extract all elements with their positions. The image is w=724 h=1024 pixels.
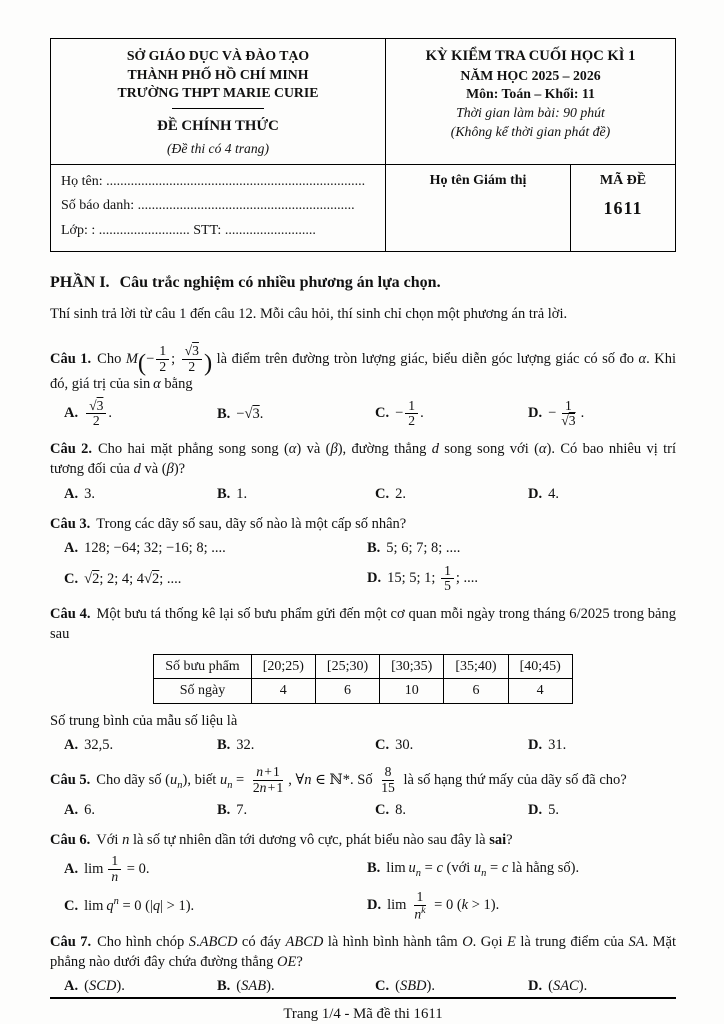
student-name-dots: ..........................................................................	[106, 173, 366, 189]
student-id-line	[61, 196, 377, 216]
question-4	[50, 604, 676, 755]
table-value-cell: 6	[444, 679, 508, 704]
question-3-option-b: B. 5; 6; 7; 8; ....	[367, 540, 461, 557]
table-row-label: Số ngày	[154, 679, 251, 704]
table-header-cell: [30;35)	[380, 654, 444, 679]
question-7	[50, 932, 676, 997]
table-value-cell: 4	[251, 679, 315, 704]
duration-note: (Không kể thời gian phát đề)	[450, 123, 611, 139]
table-header-cell: Số bưu phẩm	[154, 654, 251, 679]
question-4-followup: Số trung bình của mẫu số liệu là	[50, 712, 238, 729]
question-4-label: Câu 4.	[50, 606, 91, 623]
question-3-option-a: A. 128; −64; 32; −16; 8; ....	[64, 540, 226, 557]
table-header-cell: [40;45)	[508, 654, 572, 679]
question-5-option-c: C. 8.	[375, 801, 406, 818]
frequency-table	[153, 654, 573, 704]
table-header-cell: [35;40)	[444, 654, 508, 679]
question-1-label: Câu 1.	[50, 350, 92, 367]
question-4-text: Câu 4. Một bưu tá thống kê lại số bưu phẩm gửi đến một cơ quan mỗi ngày trong tháng 6/2025 trong bảng sau	[50, 606, 676, 643]
question-7-option-c: C. (SBD).	[375, 978, 436, 995]
official-exam-label: ĐỀ CHÍNH THỨC	[157, 117, 279, 134]
student-info-block	[51, 165, 386, 252]
part1-instruction: Thí sinh trả lời từ câu 1 đến câu 12. Mỗi câu hỏi, thí sinh chỉ chọn một phương án trả lời.	[50, 305, 568, 322]
question-2-label: Câu 2.	[50, 441, 93, 458]
question-6-text: Câu 6. Với n là số tự nhiên dần tới dương vô cực, phát biểu nào sau đây là sai?	[50, 832, 513, 849]
table-header-cell: [20;25)	[251, 654, 315, 679]
question-6-option-b: B. $\lim u_n = c$ (với $u_n = c$ là hằng số).	[367, 859, 580, 879]
issuer-school: TRƯỜNG THPT MARIE CURIE	[117, 85, 319, 101]
question-7-option-d: D. (SAC).	[528, 978, 588, 995]
student-id-label: Số báo danh:	[61, 198, 135, 214]
question-2-option-b: B. 1.	[217, 485, 248, 502]
stt-dots: ..........................	[224, 222, 316, 238]
page-count-note: (Đề thi có 4 trang)	[167, 140, 269, 156]
question-6-options	[50, 854, 676, 921]
part1-title-text: Câu trắc nghiệm có nhiều phương án lựa chọn.	[119, 274, 441, 292]
table-value-cell: 4	[508, 679, 572, 704]
exam-title-block	[386, 39, 675, 164]
question-5-option-a: A. 6.	[64, 801, 95, 818]
question-3	[50, 514, 676, 594]
header-top-row	[51, 39, 675, 164]
issuer-block	[51, 39, 386, 164]
subject-grade: Môn: Toán – Khối: 11	[466, 86, 595, 102]
question-6-option-c: C. $\lim q^n = 0$ (|q| > 1).	[64, 896, 195, 915]
question-1-text: Câu 1. Cho M(− $\frac{1}{2}$ ; $\frac{√3}{2}$ ) là điểm trên đường tròn lượng giác, biểu diễn góc lượng giác có số đo α. Khi đó, giá trị của sin α bằng	[50, 343, 676, 393]
question-2-option-c: C. 2.	[375, 485, 406, 502]
student-name-line	[61, 172, 377, 192]
part1-title	[50, 272, 676, 294]
issuer-dept: SỞ GIÁO DỤC VÀ ĐÀO TẠO	[126, 48, 310, 63]
question-1-option-a: A. $\frac{√3}{2}$ .	[64, 397, 113, 429]
question-5-label: Câu 5.	[50, 771, 91, 788]
question-5-option-b: B. 7.	[217, 801, 248, 818]
exam-title: KỲ KIỂM TRA CUỐI HỌC KÌ 1	[425, 48, 636, 64]
exam-code-value: 1611	[603, 198, 643, 219]
question-5	[50, 765, 676, 820]
question-7-label: Câu 7.	[50, 933, 92, 950]
question-2	[50, 439, 676, 504]
question-6-option-d: D. lim $\frac{1}{n^k}$ = 0 (k > 1).	[367, 888, 500, 922]
question-3-text: Câu 3. Trong các dãy số sau, dãy số nào là một cấp số nhân?	[50, 516, 407, 533]
stt-label: STT:	[193, 222, 222, 238]
question-4-option-c: C. 30.	[375, 737, 414, 754]
student-id-dots: ..............................................................	[137, 198, 355, 214]
school-year: NĂM HỌC 2025 – 2026	[460, 67, 601, 83]
frequency-table-value-row	[154, 679, 573, 704]
question-7-text: Câu 7. Cho hình chóp S.ABCD có đáy ABCD là hình bình hành tâm O. Gọi E là trung điểm của SA. Mặt phẳng nào dưới đây chứa đường thẳng OE?	[50, 933, 677, 971]
header-bottom-row	[51, 164, 675, 252]
question-5-options	[50, 800, 676, 820]
question-1	[50, 344, 676, 429]
table-value-cell: 10	[380, 679, 444, 704]
question-4-options	[50, 735, 676, 755]
question-5-text: Câu 5. Cho dãy số $(u_n)$, biết $u_n$ = $\frac{n + 1}{2n + 1}$ , ∀n ∈ ℕ*. Số $\frac{8}{15}$ là số hạng thứ mấy của dãy số đã cho?	[50, 764, 627, 796]
question-7-option-a: A. (SCD).	[64, 978, 125, 995]
student-name-label: Họ tên:	[61, 173, 103, 189]
separator-rule	[172, 108, 264, 109]
student-class-line	[61, 221, 377, 241]
question-1-options	[50, 399, 676, 429]
duration: Thời gian làm bài: 90 phút	[456, 104, 605, 120]
table-value-cell: 6	[315, 679, 379, 704]
class-label: Lớp: :	[61, 222, 96, 238]
question-7-options	[50, 976, 676, 996]
part1-label: PHẦN I.	[50, 274, 110, 292]
question-6-option-a: A. lim $\frac{1}{n}$ = 0.	[64, 853, 150, 885]
proctor-name-cell: Họ tên Giám thị	[386, 165, 571, 252]
header-box	[50, 38, 676, 252]
frequency-table-header-row	[154, 654, 573, 679]
question-1-option-d: D. − $\frac{1}{√3}$ .	[528, 397, 585, 429]
question-1-option-c: C. − $\frac{1}{2}$ .	[375, 397, 424, 429]
question-2-text: Câu 2. Cho hai mặt phẳng song song (α) và (β), đường thẳng d song song với (α). Có bao nhiêu vị trí tương đối của d và (β)?	[50, 441, 676, 478]
question-2-option-a: A. 3.	[64, 485, 95, 502]
class-dots: ..........................	[98, 222, 190, 238]
question-1-option-b: B. −√3.	[217, 405, 264, 422]
question-2-option-d: D. 4.	[528, 485, 559, 502]
question-4-option-d: D. 31.	[528, 737, 567, 754]
question-6	[50, 830, 676, 922]
question-3-option-d: D. 15; 5; 1; $\frac{1}{5}$ ; ....	[367, 562, 479, 594]
table-header-cell: [25;30)	[315, 654, 379, 679]
page-footer: Trang 1/4 - Mã đề thi 1611	[50, 997, 676, 1024]
question-6-label: Câu 6.	[50, 832, 91, 849]
question-4-option-a: A. 32,5.	[64, 737, 114, 754]
issuer-city: THÀNH PHỐ HỒ CHÍ MINH	[127, 66, 309, 82]
question-2-options	[50, 484, 676, 504]
question-3-option-c: C. √2; 2; 4; 4√2; ....	[64, 570, 182, 587]
question-3-label: Câu 3.	[50, 516, 91, 533]
exam-code-cell	[571, 165, 675, 252]
exam-code-label: MÃ ĐỀ	[599, 172, 647, 188]
question-5-option-d: D. 5.	[528, 801, 559, 818]
question-3-options	[50, 538, 676, 594]
question-4-option-b: B. 32.	[217, 737, 255, 754]
question-7-option-b: B. (SAB).	[217, 978, 275, 995]
